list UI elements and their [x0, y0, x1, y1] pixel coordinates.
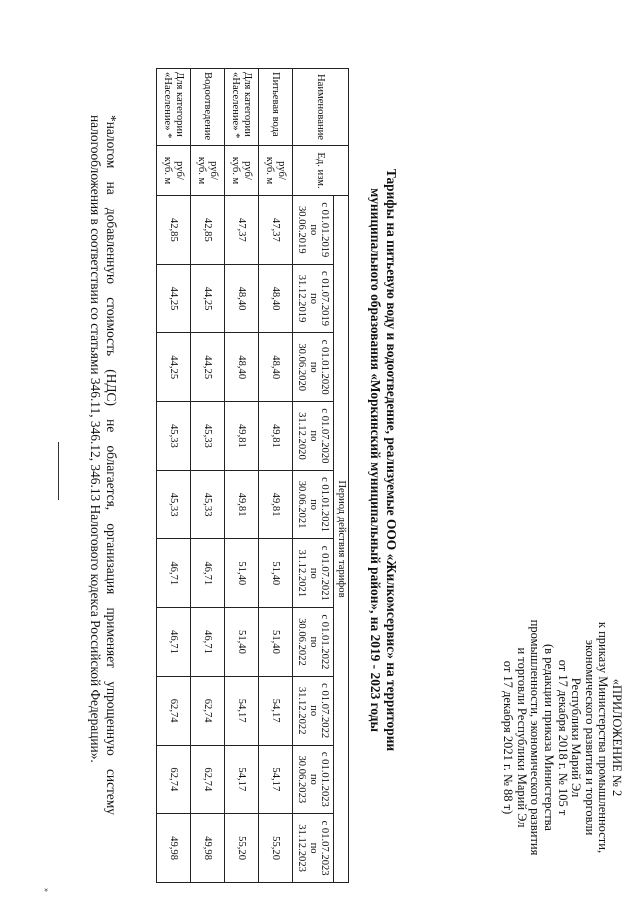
period-to: 30.06.2022 — [296, 618, 308, 666]
appendix-line: и торговли Республики Марий Эл — [514, 647, 529, 828]
period-from: с 01.07.2021 — [319, 545, 331, 601]
period-to: 31.12.2019 — [296, 274, 308, 323]
appendix-line: промышленности, экономического развития — [528, 619, 543, 856]
period-to: 30.06.2023 — [296, 755, 308, 804]
name-line: «Население» * — [162, 72, 174, 139]
tariff-value: 45,33 — [157, 470, 191, 539]
period-to: 31.12.2020 — [296, 412, 308, 460]
period-by: по — [307, 567, 319, 579]
appendix-line: Республики Марий Эл — [569, 677, 584, 798]
header-unit: Ед. изм. — [293, 146, 349, 196]
appendix-line: (в редакции приказа Министерства — [542, 644, 557, 831]
tariff-value: 44,25 — [157, 264, 191, 333]
tariff-value: 62,74 — [157, 676, 191, 745]
period-from: с 01.07.2023 — [319, 820, 331, 876]
header-name: Наименование — [293, 69, 349, 146]
row-unit — [225, 146, 259, 196]
tariff-value: 48,40 — [225, 333, 259, 402]
period-header-cell — [293, 745, 334, 814]
appendix-block — [501, 585, 623, 890]
closing-mark: » — [42, 888, 51, 892]
period-from: с 01.01.2021 — [319, 477, 331, 533]
period-from: с 01.07.2019 — [319, 271, 331, 327]
tariff-value: 54,17 — [259, 745, 293, 814]
row-unit — [191, 146, 225, 196]
name-line: Для категории — [242, 72, 253, 137]
table-row — [157, 69, 191, 883]
period-by: по — [307, 705, 319, 717]
row-name: Водоотведение — [191, 69, 225, 146]
footnote-line-1: *налогом на добавленную стоимость (НДС) не облагается, организация применяет упрощенную систему — [104, 115, 119, 815]
tariff-value: 49,98 — [157, 814, 191, 883]
tariff-value: 47,37 — [259, 196, 293, 265]
period-from: с 01.01.2022 — [319, 614, 331, 670]
name-line: «Население» * — [230, 72, 242, 139]
period-to: 30.06.2020 — [296, 343, 308, 392]
period-from: с 01.01.2019 — [319, 202, 331, 258]
tariff-value: 42,85 — [191, 196, 225, 265]
tariff-value: 46,71 — [157, 539, 191, 608]
document-title — [367, 150, 399, 770]
period-by: по — [307, 842, 319, 854]
unit-line: куб. м — [230, 156, 242, 185]
tariff-value: 48,40 — [225, 264, 259, 333]
tariff-value: 47,37 — [225, 196, 259, 265]
period-from: с 01.01.2020 — [319, 339, 331, 395]
appendix-line: от 17 декабря 2018 г. № 105 т — [555, 659, 570, 816]
period-header-cell — [293, 814, 334, 883]
footnote — [87, 115, 119, 815]
tariff-value: 46,71 — [157, 608, 191, 677]
period-header-cell — [293, 676, 334, 745]
tariff-value: 55,20 — [259, 814, 293, 883]
unit-line: куб. м — [264, 156, 276, 185]
row-name: Питьевая вода — [259, 69, 293, 146]
tariff-value: 46,71 — [191, 608, 225, 677]
row-unit — [157, 146, 191, 196]
tariff-value: 54,17 — [259, 676, 293, 745]
period-from: с 01.01.2023 — [319, 751, 331, 807]
appendix-line: «ПРИЛОЖЕНИЕ № 2 — [610, 678, 624, 797]
footnote-line-2: налогообложения в соответствии со статьями 346.11, 346.12, 346.13 Налогового кодекса Российской Федерации». — [88, 115, 103, 763]
tariff-value: 49,81 — [225, 402, 259, 471]
period-to: 30.06.2021 — [296, 480, 308, 529]
name-line: Для категории — [174, 72, 185, 137]
tariff-value: 48,40 — [259, 333, 293, 402]
tariff-value: 51,40 — [225, 539, 259, 608]
header-period: Период действия тарифов — [334, 196, 349, 883]
period-header-cell — [293, 196, 334, 265]
tariff-value: 49,81 — [259, 470, 293, 539]
period-from: с 01.07.2020 — [319, 408, 331, 464]
separator-line — [58, 442, 59, 500]
row-name — [225, 69, 259, 146]
period-by: по — [307, 636, 319, 648]
appendix-line: от 17 декабря 2021 г. № 88 т) — [501, 660, 516, 815]
tariff-value: 45,33 — [191, 470, 225, 539]
period-to: 31.12.2021 — [296, 549, 308, 598]
tariff-value: 49,81 — [225, 470, 259, 539]
period-by: по — [307, 361, 319, 373]
unit-line: руб/ — [242, 161, 253, 180]
period-to: 30.06.2019 — [296, 206, 308, 254]
period-header-cell — [293, 402, 334, 471]
unit-line: руб/ — [174, 161, 185, 180]
period-by: по — [307, 773, 319, 785]
tariff-value: 51,40 — [225, 608, 259, 677]
unit-line: куб. м — [162, 156, 174, 185]
unit-line: куб. м — [196, 156, 208, 185]
title-line-1: Тарифы на питьевую воду и водоотведение, реализуемые ООО «Жилкомсервис» на территории — [384, 168, 399, 752]
period-to: 31.12.2023 — [296, 824, 308, 872]
tariff-value: 44,25 — [157, 333, 191, 402]
period-to: 31.12.2022 — [296, 686, 308, 735]
table-row — [225, 69, 259, 883]
tariff-value: 62,74 — [191, 745, 225, 814]
tariff-value: 55,20 — [225, 814, 259, 883]
tariff-value: 48,40 — [259, 264, 293, 333]
period-header-cell — [293, 608, 334, 677]
period-header-cell — [293, 470, 334, 539]
period-by: по — [307, 499, 319, 511]
tariff-value: 45,33 — [157, 402, 191, 471]
title-line-2: муниципального образования «Моркинский муниципальный район», на 2019 - 2023 годы — [368, 188, 383, 732]
tariff-table — [156, 68, 349, 883]
period-by: по — [307, 430, 319, 442]
row-name — [157, 69, 191, 146]
tariff-value: 51,40 — [259, 608, 293, 677]
tariff-value: 45,33 — [191, 402, 225, 471]
row-unit — [259, 146, 293, 196]
tariff-value: 54,17 — [225, 745, 259, 814]
period-header-cell — [293, 333, 334, 402]
period-by: по — [307, 293, 319, 305]
appendix-line: к приказу Министерства промышленности, — [596, 621, 611, 854]
tariff-value: 62,74 — [191, 676, 225, 745]
tariff-value: 54,17 — [225, 676, 259, 745]
tariff-value: 44,25 — [191, 333, 225, 402]
tariff-value: 49,81 — [259, 402, 293, 471]
tariff-value: 51,40 — [259, 539, 293, 608]
table-row — [259, 69, 293, 883]
tariff-value: 46,71 — [191, 539, 225, 608]
period-header-cell — [293, 264, 334, 333]
tariff-value: 49,98 — [191, 814, 225, 883]
tariff-value: 42,85 — [157, 196, 191, 265]
tariff-value: 44,25 — [191, 264, 225, 333]
unit-line: руб/ — [276, 161, 287, 180]
appendix-line: экономического развития и торговли — [582, 639, 597, 836]
period-by: по — [307, 224, 319, 236]
tariff-value: 62,74 — [157, 745, 191, 814]
period-from: с 01.07.2022 — [319, 683, 331, 739]
unit-line: руб/ — [208, 161, 219, 180]
table-row — [191, 69, 225, 883]
period-header-cell — [293, 539, 334, 608]
